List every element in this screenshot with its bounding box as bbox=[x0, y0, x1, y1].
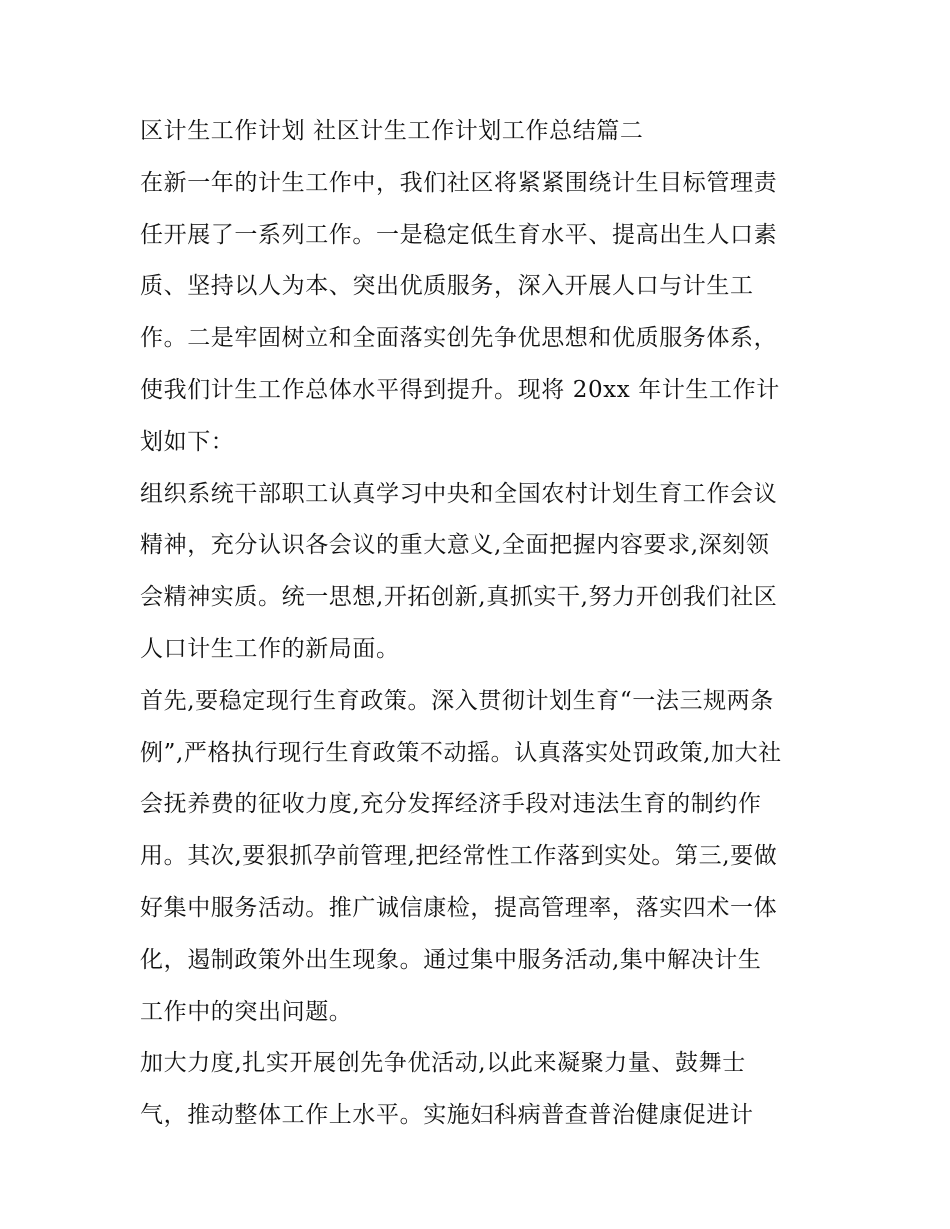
text-line: 作。二是牢固树立和全面落实创先争优思想和优质服务体系， bbox=[140, 325, 778, 352]
text-line: 人口计生工作的新局面。 bbox=[140, 635, 400, 662]
text-line: 任开展了一系列工作。一是稳定低生育水平、提高出生人口素 bbox=[140, 221, 778, 248]
text-line: 气，推动整体工作上水平。实施妇科病普查普治健康促进计 bbox=[140, 1102, 754, 1129]
paragraph-2 bbox=[140, 472, 820, 679]
paragraph-1 bbox=[140, 161, 820, 472]
text-line: 在新一年的计生工作中，我们社区将紧紧围绕计生目标管理责 bbox=[140, 169, 778, 196]
text-line: 精神，充分认识各会议的重大意义,全面把握内容要求,深刻领 bbox=[140, 532, 770, 559]
text-line: 划如下： bbox=[140, 428, 235, 455]
text-line: 使我们计生工作总体水平得到提升。现将 20xx 年计生工作计 bbox=[140, 376, 780, 403]
text-line: 组织系统干部职工认真学习中央和全国农村计划生育工作会议 bbox=[140, 480, 778, 507]
text-line: 会抚养费的征收力度,充分发挥经济手段对违法生育的制约作 bbox=[140, 791, 762, 818]
text-line: 工作中的突出问题。 bbox=[140, 998, 353, 1025]
text-line: 用。其次,要狠抓孕前管理,把经常性工作落到实处。第三,要做 bbox=[140, 843, 778, 870]
document-title: 区计生工作计划 社区计生工作计划工作总结篇二 bbox=[140, 118, 644, 144]
document-body bbox=[140, 109, 820, 1145]
text-line: 好集中服务活动。推广诚信康检，提高管理率，落实四术一体 bbox=[140, 894, 778, 921]
paragraph-3 bbox=[140, 679, 820, 1042]
text-line: 化，遏制政策外出生现象。通过集中服务活动,集中解决计生 bbox=[140, 946, 762, 973]
text-line: 加大力度,扎实开展创先争优活动,以此来凝聚力量、鼓舞士 bbox=[140, 1050, 746, 1077]
text-line: 首先,要稳定现行生育政策。深入贯彻计划生育“一法三规两条 bbox=[140, 687, 774, 714]
text-line: 例”,严格执行现行生育政策不动摇。认真落实处罚政策,加大社 bbox=[140, 739, 782, 766]
paragraph-4 bbox=[140, 1041, 820, 1145]
text-line: 质、坚持以人为本、突出优质服务，深入开展人口与计生工 bbox=[140, 273, 754, 300]
text-line: 会精神实质。统一思想,开拓创新,真抓实干,努力开创我们社区 bbox=[140, 584, 778, 611]
